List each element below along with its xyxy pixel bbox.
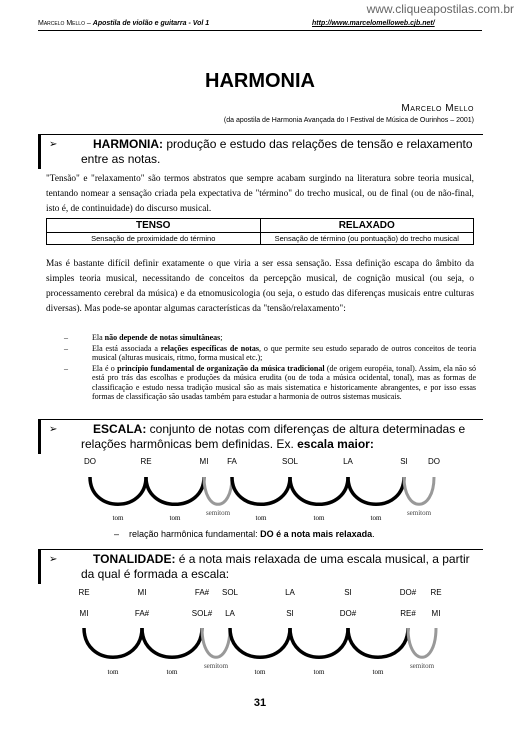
section-escala <box>38 419 483 454</box>
semitone-arc <box>408 628 436 657</box>
interval-label: tom <box>370 514 382 522</box>
note-label: RE# <box>400 609 416 618</box>
section-tonalidade <box>38 549 483 584</box>
header-url[interactable]: http://www.marcelomelloweb.cjb.net/ <box>312 20 435 27</box>
tone-arc <box>90 477 146 504</box>
note-label: FA <box>227 457 237 466</box>
bullet-arrow-icon: ➢ <box>49 139 58 150</box>
list-item: – Ela está associada a relações específicas de notas, o que permite seu estudo separado de outros conceitos de teoria musical (alturas musicais, ritmo, forma musical etc.); <box>64 343 476 362</box>
definition-tonalidade: é a nota mais relaxada de uma escala musical, a partir da qual é formada a escala: <box>81 552 470 581</box>
interval-label: tom <box>107 668 119 676</box>
tension-table <box>46 218 474 245</box>
section-tonalidade-text <box>81 552 481 582</box>
list-item: – Ela não depende de notas simultâneas; <box>64 333 223 342</box>
note-label: FA# <box>134 609 150 618</box>
note-label: SI <box>344 588 352 597</box>
table-cell-tenso: Sensação de proximidade do término <box>47 233 261 245</box>
semitone-arc <box>202 628 230 657</box>
interval-label: tom <box>313 514 325 522</box>
definition-harmonia: produção e estudo das relações de tensão e relaxamento entre as notas. <box>81 137 473 166</box>
tone-arc <box>146 477 204 504</box>
note-label: DO <box>428 457 440 466</box>
interval-label: semitom <box>203 662 229 670</box>
semitone-arc <box>404 477 434 504</box>
tone-arc <box>84 628 142 657</box>
header-doc-title: Apostila de violão e guitarra - Vol 1 <box>92 20 210 27</box>
scale-arcs-transposed <box>0 583 520 683</box>
header-rule <box>38 30 482 31</box>
section-harmonia <box>38 134 483 169</box>
scale-diagram-c-major <box>0 452 520 527</box>
note-label: MI <box>199 457 209 466</box>
note-label: DO# <box>339 609 357 618</box>
note-label: DO <box>84 457 96 466</box>
author-name: Marcelo Mello <box>401 103 474 114</box>
note-label: SOL <box>221 588 239 597</box>
interval-label: tom <box>313 668 325 676</box>
note-label: LA <box>343 457 353 466</box>
page-number: 31 <box>253 697 267 709</box>
term-harmonia: HARMONIA: <box>93 137 163 151</box>
note-label: FA# <box>194 588 210 597</box>
table-header-relaxado: RELAXADO <box>260 219 474 233</box>
running-header <box>38 20 209 27</box>
term-tonalidade: TONALIDADE: <box>93 552 176 566</box>
interval-label: tom <box>254 668 266 676</box>
interval-label: tom <box>112 514 124 522</box>
header-author: Marcelo Mello <box>38 20 85 27</box>
note-label: SI <box>286 609 294 618</box>
note-label: MI <box>137 588 147 597</box>
tone-arc <box>232 477 290 504</box>
note-label: LA <box>285 588 295 597</box>
characteristics-list <box>64 333 476 403</box>
note-label: SOL <box>281 457 299 466</box>
tone-arc <box>290 477 348 504</box>
author-note: (da apostila de Harmonia Avançada do I Festival de Música de Ourinhos – 2001) <box>223 117 474 124</box>
note-label: DO# <box>399 588 417 597</box>
semitone-arc <box>204 477 232 504</box>
paragraph-definicao: Mas é bastante difícil definir exatamente o que viria a ser essa sensação. Essa definição escapa do âmbito da simples teoria musical, necessitando de conceitos da percepção musical, de cognição musical (ou seja, o processamento cerebral da música) e da etnomusicologia (ou seja, o estudo das diferenças musicais entre culturas diversas). Mas pode-se apontar algumas características da "tensão/relaxamento": <box>46 259 474 314</box>
tone-arc <box>230 628 290 657</box>
note-label: SI <box>400 457 408 466</box>
interval-label: semitom <box>205 509 231 517</box>
scale-arcs-c-major <box>0 452 520 527</box>
table-cell-relaxado: Sensação de término (ou pontuação) do trecho musical <box>260 233 474 245</box>
bullet-arrow-icon: ➢ <box>49 554 58 565</box>
tone-arc <box>348 477 404 504</box>
note-label: RE <box>78 588 90 597</box>
section-harmonia-text <box>81 137 481 167</box>
interval-label: tom <box>372 668 384 676</box>
note-label: MI <box>79 609 89 618</box>
interval-label: semitom <box>406 509 432 517</box>
bullet-arrow-icon: ➢ <box>49 424 58 435</box>
scale-diagram-transposed <box>0 583 520 683</box>
definition-escala: conjunto de notas com diferenças de altura determinadas e relações harmônicas bem definidas. Ex. <box>81 422 466 451</box>
note-label: RE <box>430 588 442 597</box>
tone-arc <box>142 628 202 657</box>
term-escala: ESCALA: <box>93 422 147 436</box>
interval-label: tom <box>169 514 181 522</box>
paragraph-tensao: "Tensão" e "relaxamento" são termos abstratos que sempre acabam surgindo na literatura sobre teoria musical, tentando nomear a sensação criada pela expectativa de "término" do trecho musical, ou de final (ou de não-final, isto é, de continuidade) do discurso musical. <box>46 174 474 214</box>
note-label: LA <box>225 609 235 618</box>
note-label: SOL# <box>191 609 213 618</box>
note-label: MI <box>431 609 441 618</box>
section-escala-text <box>81 422 481 452</box>
interval-label: tom <box>166 668 178 676</box>
example-escala-maior: escala maior: <box>297 437 374 451</box>
page-title: HARMONIA <box>205 70 315 92</box>
tone-arc <box>348 628 408 657</box>
table-header-tenso: TENSO <box>47 219 261 233</box>
tone-arc <box>290 628 348 657</box>
list-item: – Ela é o princípio fundamental de organização da música tradicional (de origem européia, tonal). Assim, ela não só está pro trás das escolhas e produções da música erudita (ou de toda a música ocidental, tonal), mas as formas de classificação e estudo nessa tradição musical são as mais sistematica e historicamente abrangentes, e por isso essas formas de classificação são usadas também para estudar a harmonia de outros sistemas musicais. <box>64 363 476 401</box>
interval-label: tom <box>255 514 267 522</box>
watermark: www.cliqueapostilas.com.br <box>366 2 514 16</box>
header-separator: – <box>84 20 93 27</box>
relation-note: – relação harmônica fundamental: DO é a nota mais relaxada. <box>114 529 375 539</box>
note-label: RE <box>140 457 152 466</box>
interval-label: semitom <box>409 662 435 670</box>
